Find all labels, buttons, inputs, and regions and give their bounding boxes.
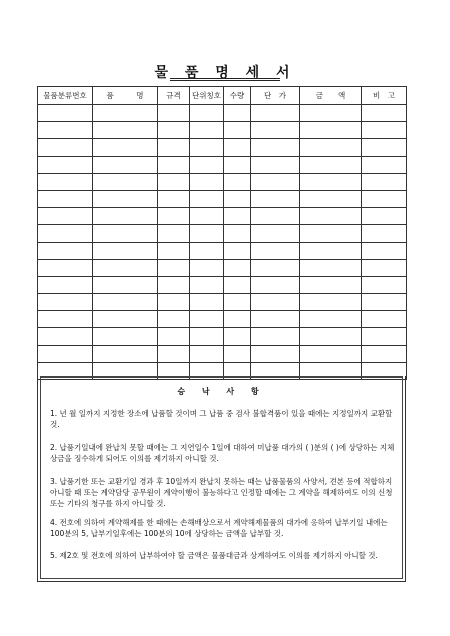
term-item-2: 2. 납품기일내에 완납치 못할 때에는 그 지연일수 1일에 대하여 미납품 대가의 ( )분의 ( )에 상당하는 지체상금을 징수하게 되어도 이의를 제기하지 아니할 것. — [50, 443, 395, 463]
goods-table — [37, 86, 407, 380]
header-classification-no: 물품분류번호 — [38, 87, 93, 105]
table-cell[interactable] — [300, 208, 362, 225]
table-cell[interactable] — [251, 345, 300, 362]
table-cell[interactable] — [158, 208, 190, 225]
table-cell[interactable] — [158, 122, 190, 139]
table-cell[interactable] — [158, 311, 190, 328]
table-cell[interactable] — [251, 242, 300, 259]
table-cell[interactable] — [38, 105, 93, 122]
table-cell[interactable] — [93, 105, 158, 122]
table-cell[interactable] — [38, 139, 93, 156]
table-cell[interactable] — [300, 139, 362, 156]
table-cell[interactable] — [38, 328, 93, 345]
table-cell[interactable] — [93, 156, 158, 173]
table-cell[interactable] — [158, 105, 190, 122]
table-cell[interactable] — [224, 173, 251, 190]
table-cell[interactable] — [224, 276, 251, 293]
title-underline — [170, 78, 280, 79]
header-unit-price: 단 가 — [251, 87, 300, 105]
table-cell[interactable] — [362, 208, 407, 225]
table-cell[interactable] — [251, 311, 300, 328]
table-cell[interactable] — [38, 242, 93, 259]
table-cell[interactable] — [224, 190, 251, 207]
table-cell[interactable] — [251, 156, 300, 173]
table-row — [38, 225, 407, 242]
table-cell[interactable] — [38, 173, 93, 190]
table-cell[interactable] — [38, 225, 93, 242]
table-cell[interactable] — [251, 173, 300, 190]
table-cell[interactable] — [190, 225, 224, 242]
table-cell[interactable] — [93, 139, 158, 156]
table-cell[interactable] — [224, 311, 251, 328]
title-underline — [170, 80, 280, 81]
table-cell[interactable] — [362, 173, 407, 190]
table-cell[interactable] — [158, 276, 190, 293]
table-cell[interactable] — [158, 173, 190, 190]
table-cell[interactable] — [190, 311, 224, 328]
table-cell[interactable] — [93, 225, 158, 242]
header-quantity: 수량 — [224, 87, 251, 105]
terms-heading: 승 낙 사 항 — [177, 387, 266, 396]
table-cell[interactable] — [362, 328, 407, 345]
table-cell[interactable] — [38, 276, 93, 293]
table-cell[interactable] — [251, 190, 300, 207]
table-row — [38, 311, 407, 328]
table-cell[interactable] — [362, 225, 407, 242]
table-cell[interactable] — [38, 190, 93, 207]
header-spec: 규격 — [158, 87, 190, 105]
table-cell[interactable] — [190, 328, 224, 345]
term-item-1: 1. 년 월 일까지 지정한 장소에 납품할 것이며 그 납품 중 검사 불합격품이 있을 때에는 지정일까지 교환할 것. — [50, 409, 393, 429]
table-cell[interactable] — [158, 294, 190, 311]
table-cell[interactable] — [190, 190, 224, 207]
table-cell[interactable] — [190, 173, 224, 190]
term-item-4: 4. 전호에 의하여 계약해제를 한 때에는 손해배상으로서 계약해제물품의 대가에 응하여 납부기일 내에는 100분의 5, 납부기일후에는 100분의 10에 상당하는 금액을 납부할 것. — [50, 518, 388, 538]
table-cell[interactable] — [158, 328, 190, 345]
table-cell[interactable] — [190, 294, 224, 311]
table-cell[interactable] — [93, 276, 158, 293]
table-cell[interactable] — [224, 139, 251, 156]
table-cell[interactable] — [251, 225, 300, 242]
table-cell[interactable] — [38, 122, 93, 139]
table-cell[interactable] — [38, 345, 93, 362]
table-cell[interactable] — [362, 190, 407, 207]
table-cell[interactable] — [158, 225, 190, 242]
header-item-name: 품 명 — [93, 87, 158, 105]
table-cell[interactable] — [300, 294, 362, 311]
table-cell[interactable] — [300, 242, 362, 259]
table-cell[interactable] — [224, 294, 251, 311]
table-cell[interactable] — [224, 105, 251, 122]
table-cell[interactable] — [300, 173, 362, 190]
header-unit: 단위칭호 — [190, 87, 224, 105]
table-cell[interactable] — [190, 105, 224, 122]
table-row — [38, 208, 407, 225]
table-row — [38, 345, 407, 362]
table-cell[interactable] — [224, 242, 251, 259]
table-cell[interactable] — [251, 208, 300, 225]
table-cell[interactable] — [38, 259, 93, 276]
table-cell[interactable] — [158, 156, 190, 173]
table-row — [38, 105, 407, 122]
table-cell[interactable] — [38, 311, 93, 328]
table-cell[interactable] — [93, 294, 158, 311]
table-cell[interactable] — [93, 190, 158, 207]
table-cell[interactable] — [362, 311, 407, 328]
table-cell[interactable] — [224, 208, 251, 225]
table-cell[interactable] — [300, 156, 362, 173]
table-cell[interactable] — [190, 276, 224, 293]
table-row — [38, 259, 407, 276]
table-cell[interactable] — [190, 345, 224, 362]
page-title: 물 품 명 세 서 — [154, 65, 296, 81]
table-cell[interactable] — [158, 139, 190, 156]
table-cell[interactable] — [300, 225, 362, 242]
table-cell[interactable] — [300, 105, 362, 122]
header-remarks: 비 고 — [362, 87, 407, 105]
table-cell[interactable] — [158, 259, 190, 276]
table-cell[interactable] — [362, 242, 407, 259]
table-cell[interactable] — [224, 122, 251, 139]
table-cell[interactable] — [362, 122, 407, 139]
table-row — [38, 139, 407, 156]
table-cell[interactable] — [38, 156, 93, 173]
table-cell[interactable] — [362, 294, 407, 311]
table-cell[interactable] — [190, 208, 224, 225]
table-cell[interactable] — [224, 259, 251, 276]
table-cell[interactable] — [251, 259, 300, 276]
term-item-3: 3. 납품기한 또는 교환기일 경과 후 10일까지 완납치 못하는 때는 납품물품의 사양서, 견본 등에 적합하지 아니할 때 또는 계약담당 공무원이 계약이행이 불능하다고 인정할 때에는 그 계약을 해제하여도 이의 신청 또는 기타의 청구를 하지 아니할 것. — [50, 477, 393, 508]
table-cell[interactable] — [224, 156, 251, 173]
table-row — [38, 328, 407, 345]
table-cell[interactable] — [93, 208, 158, 225]
table-cell[interactable] — [93, 345, 158, 362]
table-row — [38, 190, 407, 207]
table-cell[interactable] — [251, 276, 300, 293]
table-cell[interactable] — [300, 190, 362, 207]
table-cell[interactable] — [93, 311, 158, 328]
table-cell[interactable] — [300, 311, 362, 328]
table-row — [38, 294, 407, 311]
terms-box — [37, 376, 406, 582]
table-row — [38, 156, 407, 173]
table-row — [38, 122, 407, 139]
table-cell[interactable] — [224, 345, 251, 362]
table-cell[interactable] — [362, 259, 407, 276]
table-cell[interactable] — [251, 328, 300, 345]
table-cell[interactable] — [300, 328, 362, 345]
table-cell[interactable] — [38, 208, 93, 225]
table-cell[interactable] — [190, 156, 224, 173]
table-cell[interactable] — [93, 242, 158, 259]
table-cell[interactable] — [300, 276, 362, 293]
table-cell[interactable] — [251, 139, 300, 156]
table-cell[interactable] — [38, 294, 93, 311]
table-cell[interactable] — [224, 225, 251, 242]
table-row — [38, 173, 407, 190]
table-cell[interactable] — [93, 259, 158, 276]
table-cell[interactable] — [300, 122, 362, 139]
table-cell[interactable] — [362, 276, 407, 293]
table-cell[interactable] — [362, 139, 407, 156]
table-row — [38, 242, 407, 259]
table-row — [38, 276, 407, 293]
table-cell[interactable] — [93, 122, 158, 139]
table-header-row — [38, 87, 407, 105]
term-item-5: 5. 제2호 및 전호에 의하여 납부하여야 할 금액은 물품대금과 상계하여도 이의를 제기하지 아니할 것. — [50, 551, 378, 560]
table-cell[interactable] — [190, 242, 224, 259]
terms-inner-frame — [40, 376, 403, 579]
table-cell[interactable] — [251, 122, 300, 139]
table-cell[interactable] — [362, 345, 407, 362]
header-amount: 금 액 — [300, 87, 362, 105]
table-cell[interactable] — [190, 259, 224, 276]
table-cell[interactable] — [158, 242, 190, 259]
table-cell[interactable] — [158, 345, 190, 362]
table-cell[interactable] — [251, 294, 300, 311]
table-cell[interactable] — [158, 190, 190, 207]
table-cell[interactable] — [300, 345, 362, 362]
table-cell[interactable] — [190, 122, 224, 139]
table-cell[interactable] — [224, 328, 251, 345]
table-cell[interactable] — [362, 156, 407, 173]
table-cell[interactable] — [362, 105, 407, 122]
table-cell[interactable] — [251, 105, 300, 122]
table-cell[interactable] — [93, 328, 158, 345]
table-cell[interactable] — [190, 139, 224, 156]
table-cell[interactable] — [93, 173, 158, 190]
table-cell[interactable] — [300, 259, 362, 276]
